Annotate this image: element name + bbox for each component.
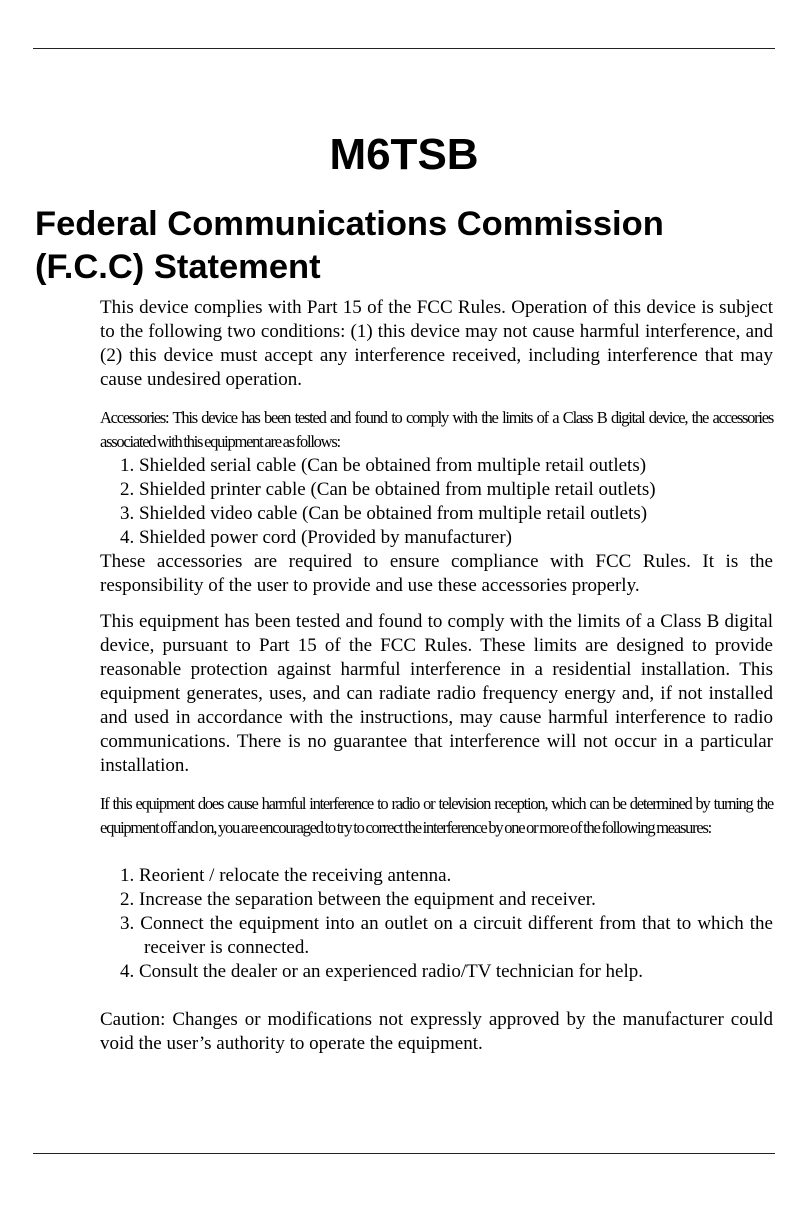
heading-line-1: Federal Communications Commission xyxy=(35,205,664,243)
caution-paragraph: Caution: Changes or modifications not expressly approved by the manufacturer could void the user’s authority to operate the equipment. xyxy=(100,1009,773,1054)
accessories-intro: Accessories: This device has been tested and found to comply with the limits of a Class B digital device, the accessories associated with this equipment are as follows: xyxy=(100,408,773,451)
measures-intro: If this equipment does cause harmful interference to radio or television reception, which can be determined by turning the equipment off and on, you are encouraged to try to correct the interference by one or more of the following measures: xyxy=(100,794,773,837)
list-item: 4. Consult the dealer or an experienced radio/TV technician for help. xyxy=(120,961,644,982)
accessories-note: These accessories are required to ensure compliance with FCC Rules. It is the responsibility of the user to provide and use these accessories properly. xyxy=(100,551,773,596)
measures-list xyxy=(100,864,773,984)
model-title: M6TSB xyxy=(329,130,479,179)
list-item: 2. Increase the separation between the equipment and receiver. xyxy=(120,889,596,910)
list-item: 3. Connect the equipment into an outlet on a circuit different from that to which the receiver is connected. xyxy=(120,913,773,958)
page-heading xyxy=(35,203,775,289)
top-rule xyxy=(33,48,775,49)
bottom-rule xyxy=(33,1153,775,1154)
list-item: 2. Shielded printer cable (Can be obtained from multiple retail outlets) xyxy=(120,479,656,500)
heading-line-2: (F.C.C) Statement xyxy=(35,248,321,286)
list-item: 4. Shielded power cord (Provided by manufacturer) xyxy=(120,527,513,548)
list-item: 1. Reorient / relocate the receiving antenna. xyxy=(120,865,452,886)
list-item: 1. Shielded serial cable (Can be obtained from multiple retail outlets) xyxy=(120,455,647,476)
compliance-paragraph: This device complies with Part 15 of the FCC Rules. Operation of this device is subject to the following two conditions: (1) this device may not cause harmful interference, and (2) this device must accept any interference received, including interference that may cause undesired operation. xyxy=(100,297,773,390)
list-item: 3. Shielded video cable (Can be obtained from multiple retail outlets) xyxy=(120,503,648,524)
accessories-list xyxy=(100,454,773,550)
class-b-paragraph: This equipment has been tested and found to comply with the limits of a Class B digital device, pursuant to Part 15 of the FCC Rules. These limits are designed to provide reasonable protection against harmful interference in a residential installation. This equipment generates, uses, and can radiate radio frequency energy and, if not installed and used in accordance with the instructions, may cause harmful interference to radio communications. There is no guarantee that interference will not occur in a particular installation. xyxy=(100,611,773,776)
statement-body xyxy=(100,296,773,1056)
